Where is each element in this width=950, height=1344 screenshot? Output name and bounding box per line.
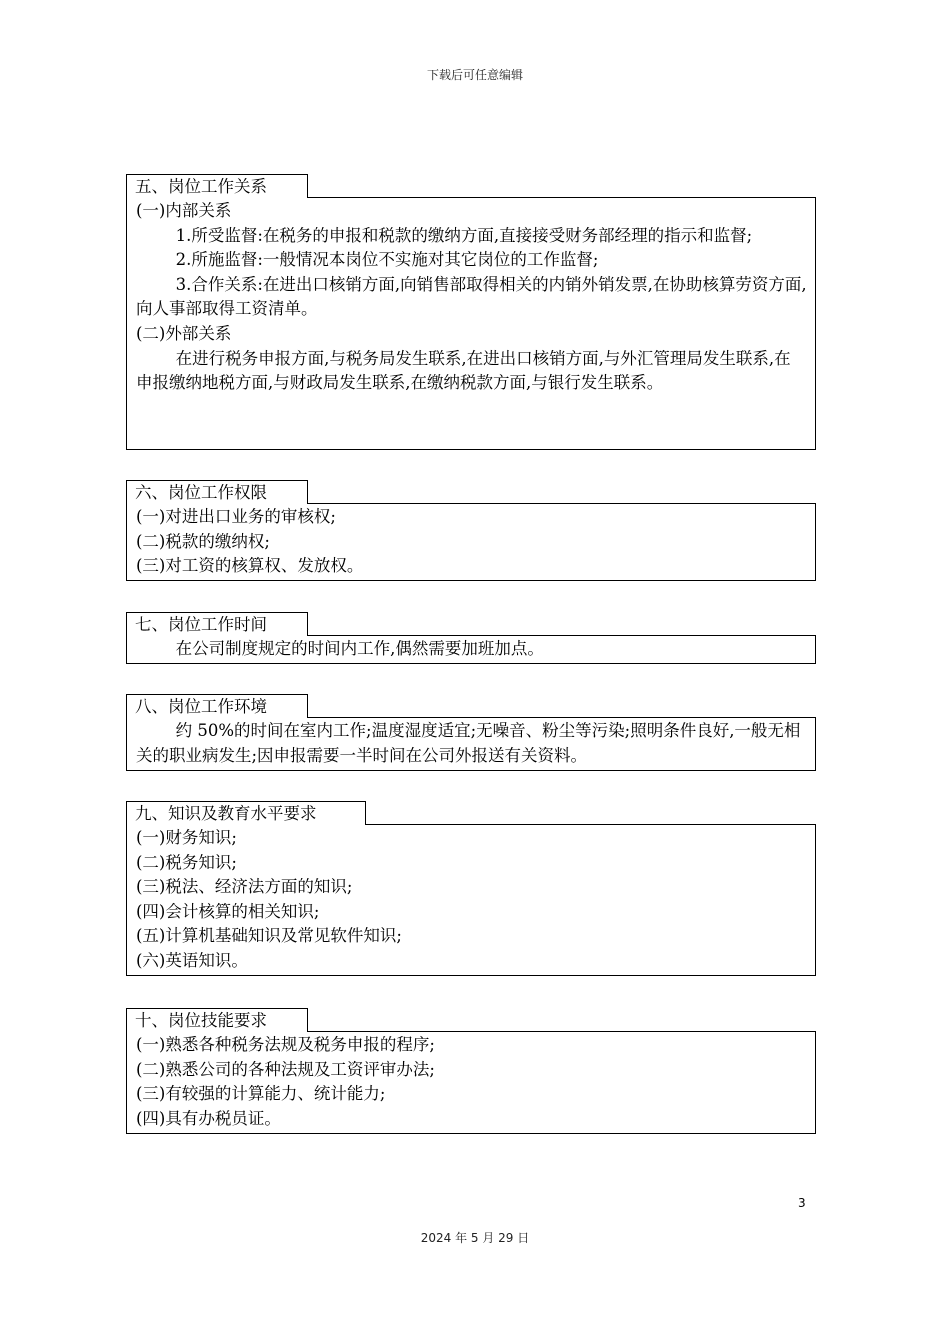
- section-body: [126, 717, 816, 771]
- list-item: (五)计算机基础知识及常见软件知识;: [136, 926, 402, 946]
- section-body: [126, 824, 816, 976]
- list-item: (三)对工资的核算权、发放权。: [136, 556, 364, 576]
- list-item: (一)对进出口业务的审核权;: [136, 507, 336, 526]
- list-item: (二)税务知识;: [136, 852, 237, 872]
- list-item: (三)税法、经济法方面的知识;: [136, 877, 353, 897]
- paragraph: 约 50%的时间在室内工作;温度湿度适宜;无噪音、粉尘等污染;照明条件良好,一般无相关的职业病发生;因申报需要一半时间在公司外报送有关资料。: [136, 721, 801, 765]
- subheading: (一)内部关系: [136, 201, 232, 220]
- list-item: (六)英语知识。: [136, 950, 248, 970]
- section-skills: [126, 1008, 816, 1134]
- page-number: 3: [798, 1196, 806, 1210]
- section-title: 六、岗位工作权限: [126, 480, 308, 504]
- section-work-time: [126, 612, 816, 664]
- section-knowledge: [126, 801, 816, 976]
- list-item: (四)具有办税员证。: [136, 1108, 281, 1128]
- paragraph: 3.合作关系:在进出口核销方面,向销售部取得相关的内销外销发票,在协助核算劳资方面,向人事部取得工资清单。: [136, 274, 807, 319]
- section-work-environment: [126, 694, 816, 771]
- section-title: 十、岗位技能要求: [126, 1008, 308, 1032]
- list-item: (二)税款的缴纳权;: [136, 531, 270, 551]
- subheading: (二)外部关系: [136, 323, 232, 343]
- section-body: [126, 197, 816, 450]
- list-item: (一)熟悉各种税务法规及税务申报的程序;: [136, 1035, 435, 1054]
- paragraph: 1.所受监督:在税务的申报和税款的缴纳方面,直接接受财务部经理的指示和监督;: [175, 225, 753, 245]
- paragraph: 在公司制度规定的时间内工作,偶然需要加班加点。: [175, 639, 544, 658]
- paragraph: 2.所施监督:一般情况本岗位不实施对其它岗位的工作监督;: [175, 250, 599, 270]
- section-authority: [126, 480, 816, 581]
- section-title: 七、岗位工作时间: [126, 612, 308, 636]
- section-title: 九、知识及教育水平要求: [126, 801, 366, 825]
- list-item: (四)会计核算的相关知识;: [136, 901, 320, 921]
- list-item: (二)熟悉公司的各种法规及工资评审办法;: [136, 1059, 435, 1079]
- list-item: (一)财务知识;: [136, 828, 237, 847]
- paragraph: 在进行税务申报方面,与税务局发生联系,在进出口核销方面,与外汇管理局发生联系,在申报缴纳地税方面,与财政局发生联系,在缴纳税款方面,与银行发生联系。: [136, 348, 791, 393]
- section-title: 八、岗位工作环境: [126, 694, 308, 718]
- page-header: 下载后可任意编辑: [426, 68, 523, 82]
- section-title: 五、岗位工作关系: [126, 174, 308, 198]
- page-footer-date: 2024 年 5 月 29 日: [420, 1231, 530, 1245]
- section-body: [126, 635, 816, 664]
- section-body: [126, 1031, 816, 1134]
- section-body: [126, 503, 816, 581]
- section-work-relations: [126, 174, 816, 450]
- list-item: (三)有较强的计算能力、统计能力;: [136, 1084, 386, 1104]
